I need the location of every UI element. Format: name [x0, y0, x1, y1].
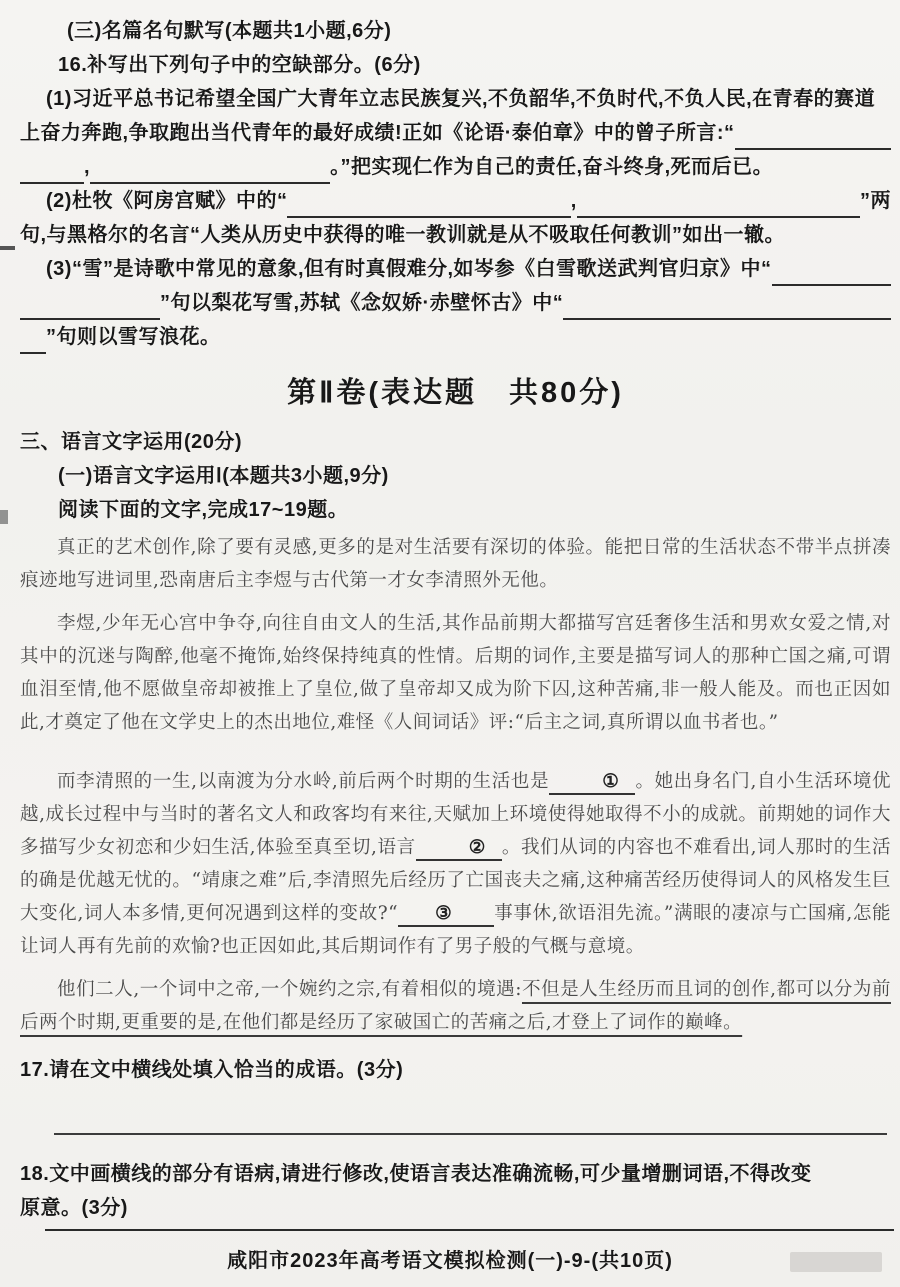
scan-artifact-mark [0, 510, 8, 524]
q16-item3-line3 [20, 320, 891, 354]
answer-blank [20, 154, 84, 184]
q16-stem: 16.补写出下列句子中的空缺部分。(6分) [58, 54, 421, 76]
paragraph3-text-a: 而李清照的一生,以南渡为分水岭,前后两个时期的生活也是 [57, 771, 550, 792]
q16-item3-line1 [20, 252, 891, 286]
question-18-line1: 18.文中画横线的部分有语病,请进行修改,使语言表达准确流畅,可少量增删词语,不得改变 [20, 1163, 812, 1185]
circled-number-2: ② [468, 836, 486, 857]
q16-item1-line3 [20, 150, 891, 184]
page-footer-label: 咸阳市2023年高考语文模拟检测(一)-9-(共10页) [227, 1250, 673, 1272]
fill-blank-2 [416, 835, 502, 861]
question-18-line2: 原意。(3分) [20, 1197, 128, 1219]
q16-item2-line1-text: (2)杜牧《阿房宫赋》中的“ [46, 190, 288, 212]
q16-item1-line2-text: 上奋力奔跑,争取跑出当代青年的最好成绩!正如《论语·泰伯章》中的曾子所言:“ [20, 122, 735, 144]
answer-line [54, 1133, 887, 1135]
paragraph4-intro: 他们二人,一个词中之帝,一个婉约之宗,有着相似的境遇: [57, 979, 522, 1000]
q16-item1-line3-text: 。”把实现仁作为自己的责任,奋斗终身,死而后已。 [330, 156, 774, 178]
dictation-section-heading: (三)名篇名句默写(本题共1小题,6分) [67, 20, 392, 42]
answer-blank [287, 188, 570, 218]
answer-blank [772, 256, 891, 286]
answer-blank [563, 290, 891, 320]
paragraph3-text-c: 。我们从词的内容也不难看出,词人那时的生活的确是优越无忧的。“靖康之难”后,李清照先后经历了亡国丧夫之痛,这种痛苦经历使得词人的风格发生巨大变化,词人本多情,更何况遇到这样的变故?“ [20, 837, 892, 924]
volume2-title: 第Ⅱ卷(表达题 共80分) [287, 377, 624, 409]
paragraph4-underlined-error-text: 不但是人生经历而且词的创作,都可以分为前后两个时期,更重要的是,在他们都是经历了家破国亡的苦痛之后,才登上了词作的巅峰。 [20, 979, 891, 1033]
q16-item3-line2-text: ”句以梨花写雪,苏轼《念奴娇·赤壁怀古》中“ [160, 292, 564, 314]
q16-item3-line3-text: ”句则以雪写浪花。 [46, 326, 221, 348]
answer-blank [20, 324, 46, 354]
answer-blank [90, 154, 330, 184]
circled-number-3: ③ [435, 902, 453, 923]
fill-blank-1 [549, 769, 635, 795]
answer-blank [20, 290, 160, 320]
section3-heading: 三、语言文字运用(20分) [20, 431, 243, 453]
q16-item1-line2 [20, 116, 891, 150]
q16-item2-line2: 句,与黑格尔的名言“人类从历史中获得的唯一教训就是从不吸取任何教训”如出一辙。 [20, 224, 786, 246]
subsection1-heading: (一)语言文字运用Ⅰ(本题共3小题,9分) [58, 465, 389, 487]
q16-item2-line1-end: ”两 [860, 190, 892, 212]
q16-item3-line2 [20, 286, 891, 320]
passage-paragraph-4 [20, 973, 891, 1039]
scan-artifact-smudge [790, 1252, 882, 1272]
q16-item3-line1-text: (3)“雪”是诗歌中常见的意象,但有时真假难分,如岑参《白雪歌送武判官归京》中“ [46, 258, 772, 280]
passage-paragraph-1: 真正的艺术创作,除了要有灵感,更多的是对生活要有深切的体验。能把日常的生活状态不带半点拼凑痕迹地写进词里,恐南唐后主李煜与古代第一才女李清照外无他。 [20, 537, 891, 591]
answer-blank [735, 120, 891, 150]
comma-separator: , [84, 156, 91, 178]
reading-instruction: 阅读下面的文字,完成17~19题。 [58, 499, 349, 521]
circled-number-1: ① [602, 770, 620, 791]
q16-item2-line1 [20, 184, 891, 218]
paragraph3-text-d: 事事休,欲语泪先流。”满眼的凄凉与亡国痛,怎能让词人再有先前的欢愉?也正因如此,其后期词作有了男子般的气概与意境。 [20, 903, 891, 957]
passage-paragraph-3 [20, 765, 891, 963]
answer-blank [577, 188, 860, 218]
question-17: 17.请在文中横线处填入恰当的成语。(3分) [20, 1059, 404, 1081]
passage-paragraph-2: 李煜,少年无心宫中争夺,向往自由文人的生活,其作品前期大都描写宫廷奢侈生活和男欢女爱之情,对其中的沉迷与陶醉,他毫不掩饰,始终保持纯真的性情。后期的词作,主要是描写词人的那种亡国之痛,可谓血泪至情,他不愿做皇帝却被推上了皇位,做了皇帝却又成为阶下囚,这种苦痛,非一般人能及。而也正因如此,才奠定了他在文学史上的杰出地位,难怪《人间词话》评:“后主之词,真所谓以血书者也。” [20, 613, 891, 733]
paragraph3-text-b: 。她出身名门,自小生活环境优越,成长过程中与当时的著名文人和政客均有来往,天赋加上环境使得她取得不小的成就。前期她的词作大多描写少女初恋和少妇生活,体验至真至切,语言 [20, 771, 892, 858]
reading-passage [20, 531, 891, 1039]
scan-artifact-mark [0, 246, 15, 250]
comma-separator: , [570, 190, 577, 212]
q16-item1-line1: (1)习近平总书记希望全国广大青年立志民族复兴,不负韶华,不负时代,不负人民,在青春的赛道 [46, 88, 876, 110]
fill-blank-3 [398, 901, 494, 927]
footer-rule [45, 1229, 894, 1231]
